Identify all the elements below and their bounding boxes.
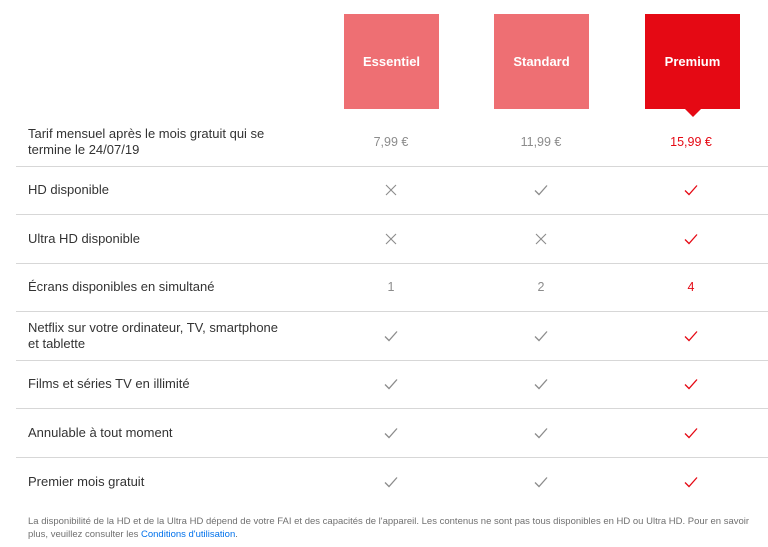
feature-label: Netflix sur votre ordinateur, TV, smartphone et tablette	[28, 319, 279, 351]
check-icon	[341, 409, 441, 457]
table-row	[16, 215, 768, 264]
check-icon	[641, 167, 741, 215]
feature-label: HD disponible	[28, 182, 109, 198]
check-icon	[491, 458, 591, 507]
footnote	[28, 515, 758, 541]
plan-value: 2	[537, 280, 545, 295]
table-row	[16, 409, 768, 458]
cross-icon	[341, 215, 441, 263]
plan-comparison-table	[16, 118, 768, 506]
feature-label: Ultra HD disponible	[28, 230, 140, 246]
feature-label: Tarif mensuel après le mois gratuit qui se termine le 24/07/19	[28, 125, 265, 157]
feature-label: Écrans disponibles en simultané	[28, 279, 215, 295]
table-row	[16, 458, 768, 507]
table-row	[16, 264, 768, 313]
check-icon	[491, 312, 591, 360]
cross-icon	[491, 215, 591, 263]
plan-standard-button[interactable]	[494, 14, 589, 109]
plan-value: 1	[387, 280, 395, 295]
check-icon	[491, 409, 591, 457]
feature-label: Annulable à tout moment	[28, 424, 173, 440]
table-row	[16, 361, 768, 410]
check-icon	[641, 458, 741, 507]
check-icon	[641, 409, 741, 457]
table-row	[16, 118, 768, 167]
check-icon	[341, 312, 441, 360]
feature-label: Premier mois gratuit	[28, 473, 145, 489]
feature-label: Films et séries TV en illimité	[28, 376, 190, 392]
plan-value: 11,99 €	[520, 134, 562, 149]
plan-name: Premium	[664, 54, 721, 69]
plan-name: Standard	[513, 54, 570, 69]
check-icon	[641, 215, 741, 263]
plan-value: 7,99 €	[373, 134, 409, 149]
check-icon	[341, 458, 441, 507]
plan-name: Essentiel	[362, 54, 421, 69]
plan-value: 15,99 €	[670, 134, 712, 149]
plan-essentiel-button[interactable]	[344, 14, 439, 109]
table-row	[16, 167, 768, 216]
footnote-text: La disponibilité de la HD et de la Ultra HD dépend de votre FAI et des capacités de l'appareil. Les contenus ne sont pas tous disponibles en HD ou Ultra HD. Pour en savoir plus, veuillez consulter les	[28, 516, 750, 540]
plan-selector	[0, 14, 768, 119]
check-icon	[641, 312, 741, 360]
plan-premium-button[interactable]	[645, 14, 740, 109]
footnote-end: .	[235, 529, 238, 540]
table-row	[16, 312, 768, 361]
cross-icon	[341, 167, 441, 215]
terms-of-use-link[interactable]: Conditions d'utilisation	[141, 529, 236, 540]
check-icon	[491, 361, 591, 409]
check-icon	[341, 361, 441, 409]
plan-value: 4	[687, 280, 695, 295]
check-icon	[641, 361, 741, 409]
check-icon	[491, 167, 591, 215]
